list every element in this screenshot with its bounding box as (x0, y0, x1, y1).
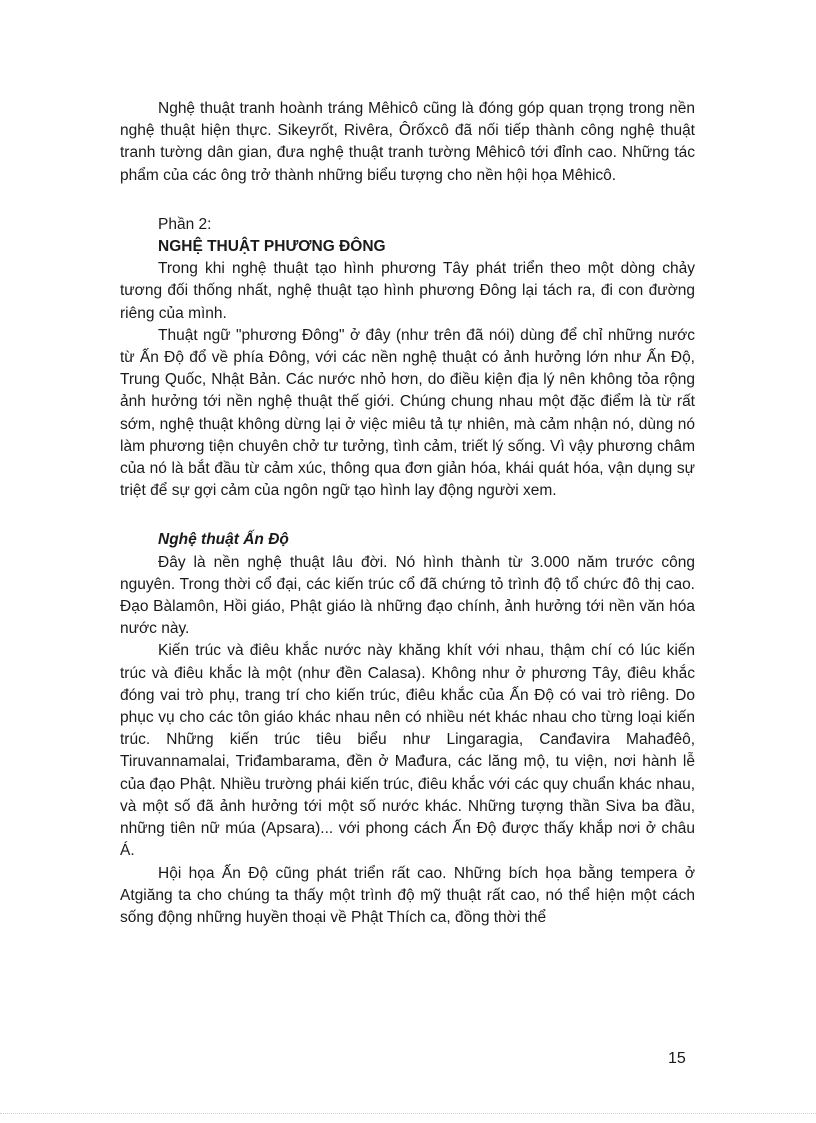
section-paragraph-1: Đây là nền nghệ thuật lâu đời. Nó hình thành từ 3.000 năm trước công nguyên. Trong thời cổ đại, các kiến trúc cổ đã chứng tỏ trình độ tổ chức đô thị cao. Đạo Bàlamôn, Hồi giáo, Phật giáo là những đạo chính, ảnh hưởng tới nền văn hóa nước này. (120, 553, 695, 638)
intro-paragraph: Nghệ thuật tranh hoành tráng Mêhicô cũng là đóng góp quan trọng trong nền nghệ thuật hiện thực. Sikeyrốt, Rivêra, Ôrốxcô đã nối tiếp thành công nghệ thuật tranh tường dân gian, đưa nghệ thuật tranh tường Mêhicô tới đỉnh cao. Những tác phẩm của các ông trở thành những biểu tượng cho nền hội họa Mêhicô. (120, 100, 695, 184)
footer-divider (0, 1113, 816, 1114)
part-paragraph-2: Thuật ngữ "phương Đông" ở đây (như trên đã nói) dùng để chỉ những nước từ Ấn Độ đổ về phía Đông, với các nền nghệ thuật có ảnh hưởng lớn như Ấn Độ, Trung Quốc, Nhật Bản. Các nước nhỏ hơn, do điều kiện địa lý nên không tỏa rộng ảnh hưởng tới nền nghệ thuật thế giới. Chúng chung nhau một đặc điểm là từ rất sớm, nghệ thuật không dừng lại ở việc miêu tả tự nhiên, mà cảm nhận nó, dùng nó làm phương tiện chuyên chở tư tưởng, tình cảm, triết lý sống. Vì vậy phương châm của nó là bắt đầu từ cảm xúc, thông qua đơn giản hóa, khái quát hóa, vận dụng sự triệt để sự gợi cảm của ngôn ngữ tạo hình lay động người xem. (120, 326, 695, 500)
part-label: Phần 2: (158, 215, 212, 233)
page-body (120, 98, 695, 929)
section-title: Nghệ thuật Ấn Độ (158, 531, 289, 549)
part-title: NGHỆ THUẬT PHƯƠNG ĐÔNG (158, 238, 386, 256)
part-paragraph-1: Trong khi nghệ thuật tạo hình phương Tây phát triển theo một dòng chảy tương đối thống nhất, nghệ thuật tạo hình phương Đông lại tách ra, đi con đường riêng của mình. (120, 260, 695, 322)
section-paragraph-3: Hội họa Ấn Độ cũng phát triển rất cao. Những bích họa bằng tempera ở Atgiăng ta cho chúng ta thấy một trình độ mỹ thuật rất cao, nó thể hiện một cách sống động những huyền thoại về Phật Thích ca, đồng thời thể (120, 864, 695, 926)
section-paragraph-2: Kiến trúc và điêu khắc nước này khăng khít với nhau, thậm chí có lúc kiến trúc và điêu khắc là một (như đền Calasa). Không như ở phương Tây, điêu khắc đóng vai trò phụ, trang trí cho kiến trúc, điêu khắc của Ấn Độ có vai trò riêng. Do phục vụ cho các tôn giáo khác nhau nên có nhiều nét khác nhau cho từng loại kiến trúc. Những kiến trúc tiêu biểu như Lingaragia, Canđavira Mahađêô, Tiruvannamalai, Triđambarama, đền ở Mađura, các lăng mộ, tu viện, nơi hành lễ của đạo Phật. Nhiều trường phái kiến trúc, điêu khắc với các quy chuẩn khác nhau, và một số đã ảnh hưởng tới một số nước khác. Những tượng thần Siva ba đầu, những tiên nữ múa (Apsara)... với phong cách Ấn Độ được thấy khắp nơi ở châu Á. (120, 642, 695, 860)
page-number: 15 (668, 1050, 686, 1067)
